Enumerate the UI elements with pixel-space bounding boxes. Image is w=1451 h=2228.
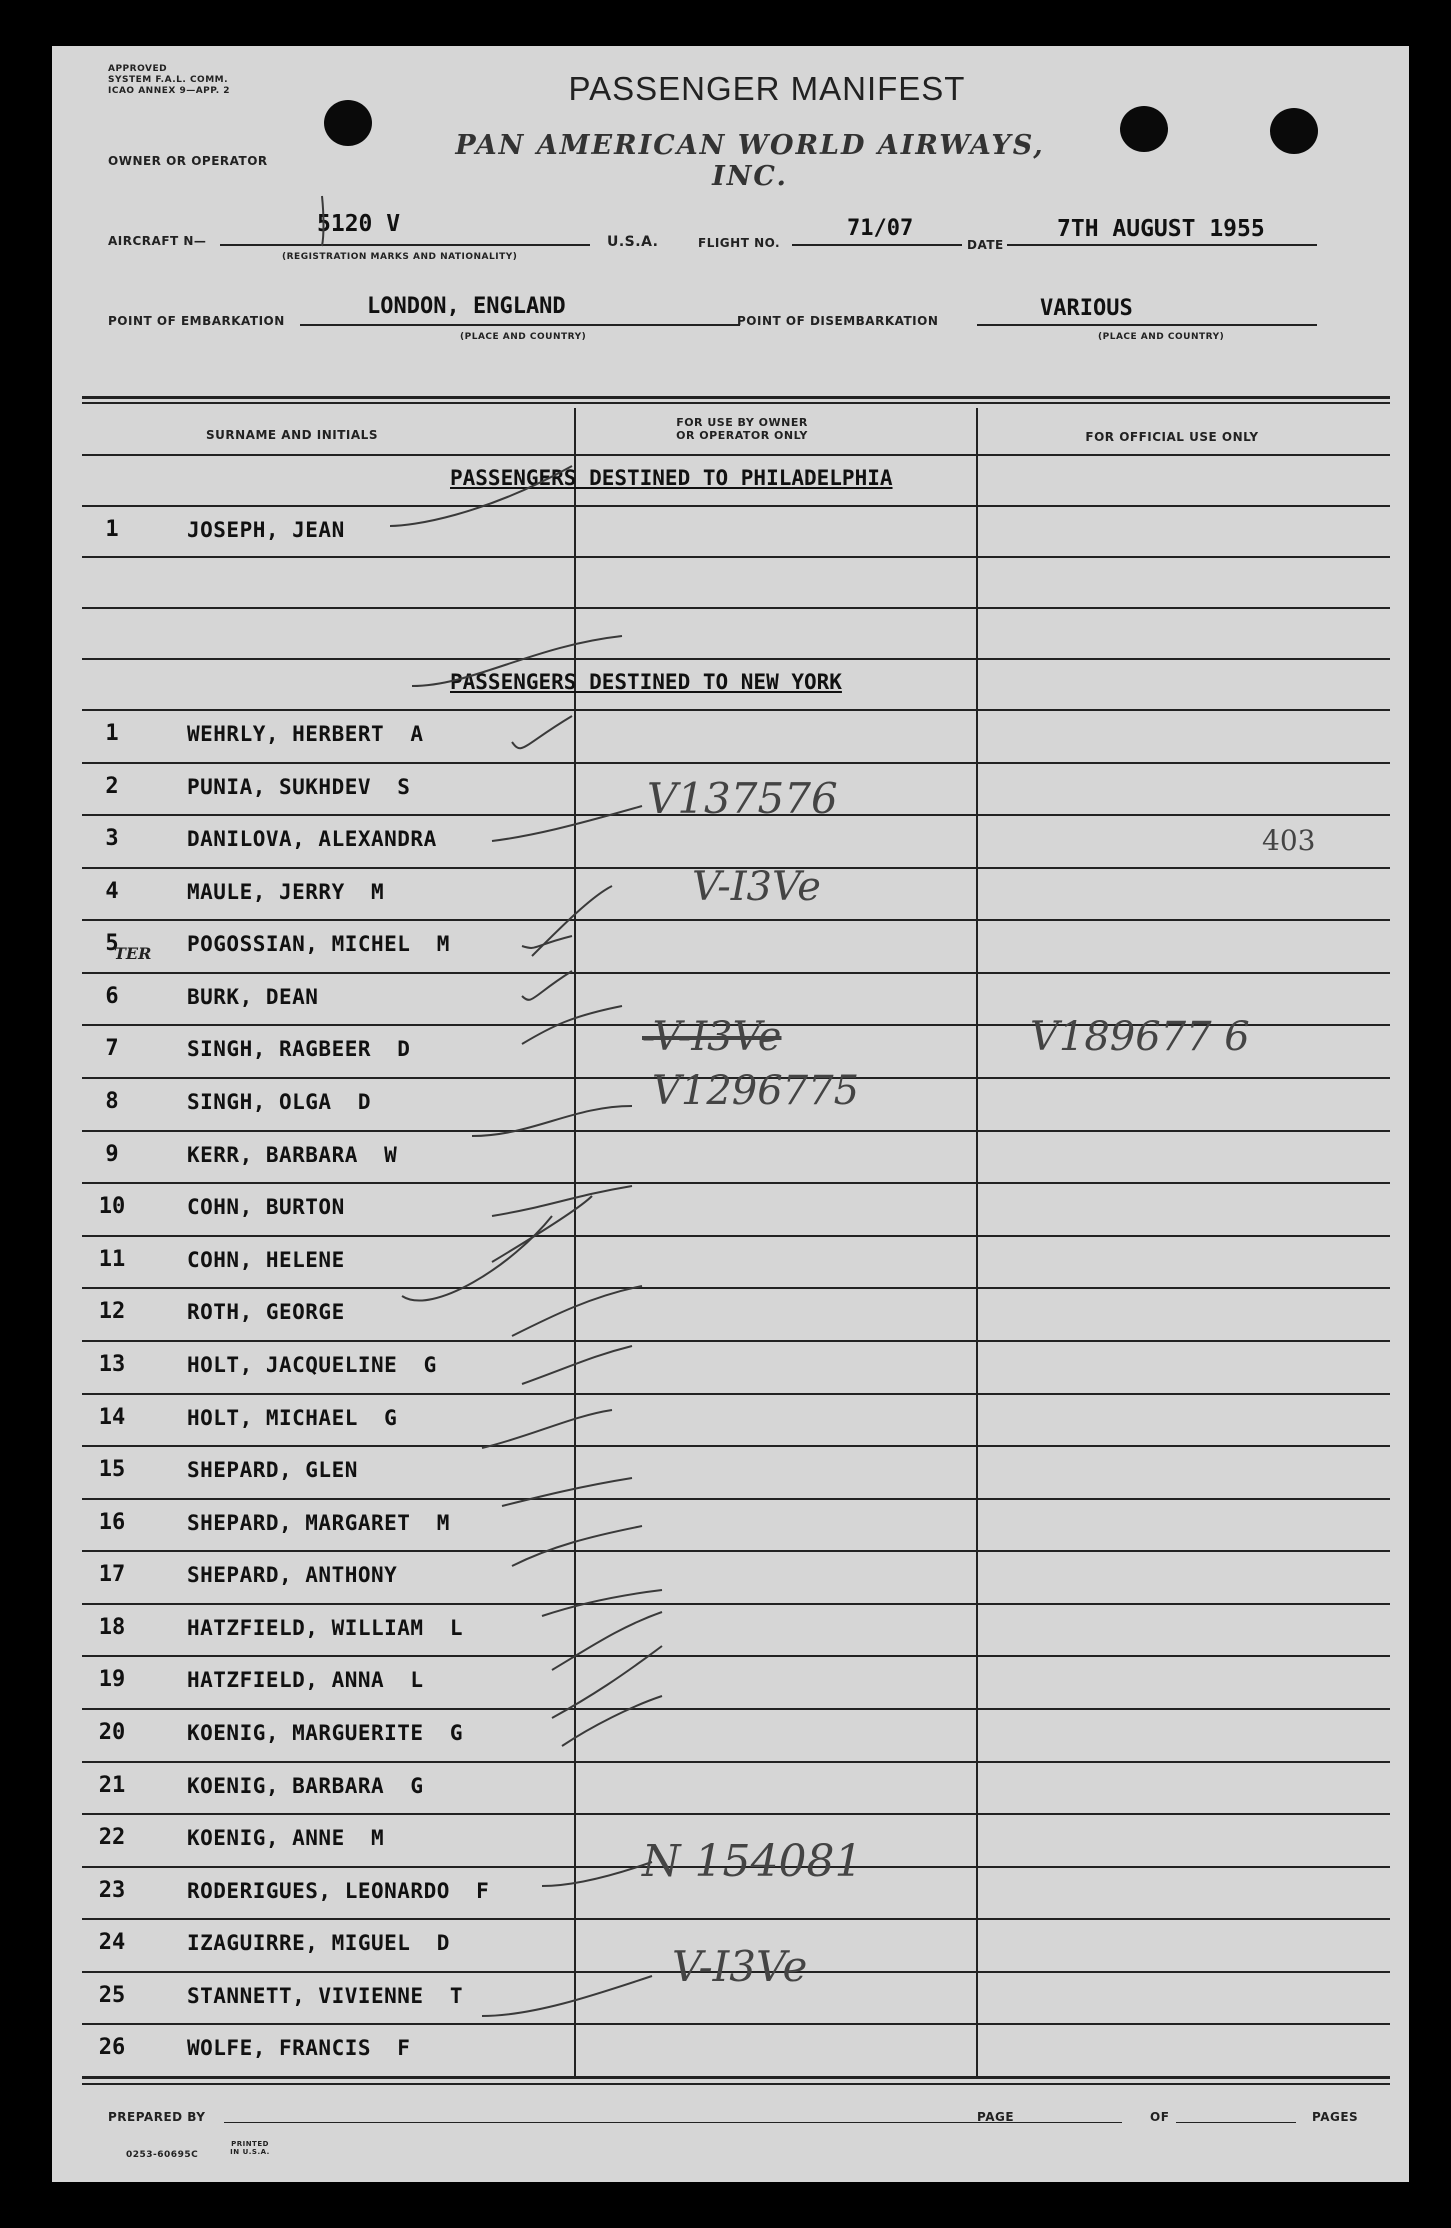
passenger-name: HATZFIELD, WILLIAM L — [187, 1616, 464, 1640]
aircraft-value: 5120 V — [317, 211, 401, 237]
passenger-number: 6 — [105, 984, 119, 1009]
passenger-number: 17 — [98, 1562, 126, 1587]
passenger-name: KERR, BARBARA W — [187, 1143, 398, 1167]
passenger-number: 21 — [98, 1773, 126, 1798]
handwritten-row7-owner: -V-I3Ve — [642, 1014, 782, 1060]
col-header-surname: SURNAME AND INITIALS — [206, 428, 378, 442]
print-mark: PRINTED IN U.S.A. — [230, 2140, 270, 2156]
manifest-sheet — [52, 46, 1409, 2182]
passenger-name: KOENIG, BARBARA G — [187, 1774, 424, 1798]
passenger-name: SHEPARD, MARGARET M — [187, 1511, 450, 1535]
passenger-name: RODERIGUES, LEONARDO F — [187, 1879, 490, 1903]
handwritten-row2-owner: V137576 — [647, 774, 838, 823]
passenger-name: IZAGUIRRE, MIGUEL D — [187, 1931, 450, 1955]
check-mark — [552, 1646, 662, 1718]
check-mark — [542, 1862, 652, 1886]
passenger-name: COHN, HELENE — [187, 1248, 345, 1272]
passenger-number: 3 — [105, 826, 119, 851]
check-mark — [502, 1478, 632, 1506]
handwritten-row3-official: 403 — [1262, 824, 1316, 857]
of-label: OF — [1150, 2110, 1170, 2124]
passenger-number: 4 — [105, 879, 119, 904]
flight-label: FLIGHT NO. — [698, 236, 781, 250]
passenger-name: HOLT, JACQUELINE G — [187, 1353, 437, 1377]
passenger-name: DANILOVA, ALEXANDRA — [187, 827, 437, 851]
approval-line-3: ICAO ANNEX 9—APP. 2 — [108, 86, 231, 96]
passenger-number: 2 — [105, 774, 119, 799]
pages-label: PAGES — [1312, 2110, 1359, 2124]
passenger-name: SINGH, RAGBEER D — [187, 1037, 411, 1061]
passenger-number: 14 — [98, 1405, 126, 1430]
col-header-owner-1: FOR USE BY OWNER — [676, 416, 808, 429]
passenger-number: 5 — [105, 931, 119, 956]
check-mark — [472, 1106, 632, 1136]
check-mark — [552, 1612, 662, 1670]
passenger-name: COHN, BURTON — [187, 1195, 345, 1219]
disembarkation-caption: (PLACE AND COUNTRY) — [1098, 332, 1225, 342]
passenger-name: MAULE, JERRY M — [187, 880, 385, 904]
approval-line-2: SYSTEM F.A.L. COMM. — [108, 75, 229, 85]
handwritten-row5-prefix: TER — [114, 944, 152, 963]
check-mark — [512, 1526, 642, 1566]
owner-label: OWNER OR OPERATOR — [108, 154, 268, 168]
passenger-number: 18 — [98, 1615, 126, 1640]
check-mark — [482, 1410, 612, 1448]
check-mark — [390, 466, 572, 526]
prepared-underline — [224, 2122, 1024, 2123]
section-philadelphia-title: PASSENGERS DESTINED TO PHILADELPHIA — [450, 466, 893, 490]
passenger-name: HATZFIELD, ANNA L — [187, 1668, 424, 1692]
check-mark — [522, 971, 572, 1000]
check-mark — [492, 1186, 632, 1216]
usa-label: U.S.A. — [607, 234, 659, 250]
passenger-name: BURK, DEAN — [187, 985, 319, 1009]
page-underline — [1022, 2122, 1122, 2123]
date-label: DATE — [967, 238, 1004, 252]
check-mark — [322, 196, 324, 246]
check-mark — [492, 806, 642, 841]
handwritten-row7-official: V189677 6 — [1030, 1014, 1250, 1060]
handwritten-row23-owner: N 154081 — [642, 1836, 863, 1887]
passenger-number: 19 — [98, 1667, 126, 1692]
date-value: 7TH AUGUST 1955 — [1057, 216, 1265, 242]
passenger-number: 8 — [105, 1089, 119, 1114]
disembarkation-value: VARIOUS — [1040, 296, 1133, 321]
passenger-number: 16 — [98, 1510, 126, 1535]
passenger-name: SHEPARD, ANTHONY — [187, 1563, 398, 1587]
embarkation-label: POINT OF EMBARKATION — [108, 314, 285, 328]
registration-caption: (REGISTRATION MARKS AND NATIONALITY) — [282, 252, 518, 262]
passenger-name: STANNETT, VIVIENNE T — [187, 1984, 464, 2008]
col-header-owner-2: OR OPERATOR ONLY — [676, 429, 808, 442]
passenger-number: 12 — [98, 1299, 126, 1324]
check-mark — [482, 1976, 652, 2016]
passenger-name: POGOSSIAN, MICHEL M — [187, 932, 450, 956]
disembarkation-label: POINT OF DISEMBARKATION — [737, 314, 939, 328]
passenger-name: SHEPARD, GLEN — [187, 1458, 358, 1482]
page-label: PAGE — [977, 2110, 1015, 2124]
check-mark — [402, 1216, 552, 1301]
check-mark — [412, 636, 622, 686]
check-mark — [542, 1590, 662, 1616]
passenger-number: 1 — [105, 721, 119, 746]
passenger-name: PUNIA, SUKHDEV S — [187, 775, 411, 799]
check-mark — [512, 1286, 642, 1336]
prepared-label: PREPARED BY — [108, 2110, 206, 2124]
form-title: PASSENGER MANIFEST — [568, 70, 966, 107]
passenger-number: 22 — [98, 1825, 126, 1850]
approval-line-1: APPROVED — [108, 64, 168, 74]
passenger-number: 7 — [105, 1036, 119, 1061]
passenger-number: 26 — [98, 2035, 126, 2060]
passenger-number: 9 — [105, 1142, 119, 1167]
passenger-name: WEHRLY, HERBERT A — [187, 722, 424, 746]
embarkation-caption: (PLACE AND COUNTRY) — [460, 332, 587, 342]
passenger-name: KOENIG, ANNE M — [187, 1826, 385, 1850]
passenger-number: 1 — [105, 517, 119, 542]
flight-value: 71/07 — [847, 216, 914, 241]
passenger-name: HOLT, MICHAEL G — [187, 1406, 398, 1430]
passenger-number: 25 — [98, 1983, 126, 2008]
passenger-number: 23 — [98, 1878, 126, 1903]
embarkation-value: LONDON, ENGLAND — [367, 294, 566, 319]
operator-name: PAN AMERICAN WORLD AIRWAYS, INC. — [455, 130, 1045, 192]
passenger-name: ROTH, GEORGE — [187, 1300, 345, 1324]
handwritten-row8-owner: V1296775 — [652, 1068, 860, 1114]
passenger-name: WOLFE, FRANCIS F — [187, 2036, 411, 2060]
check-mark — [522, 1006, 622, 1044]
passenger-name: KOENIG, MARGUERITE G — [187, 1721, 464, 1745]
passenger-number: 11 — [98, 1247, 126, 1272]
section-new-york-title: PASSENGERS DESTINED TO NEW YORK — [450, 670, 842, 694]
aircraft-label: AIRCRAFT N— — [108, 234, 207, 248]
check-mark — [532, 886, 612, 956]
handwritten-row25-owner: V-I3Ve — [672, 1942, 808, 1991]
passenger-number: 15 — [98, 1457, 126, 1482]
check-mark — [512, 716, 572, 748]
col-header-official: FOR OFFICIAL USE ONLY — [1085, 430, 1259, 444]
passenger-number: 24 — [98, 1930, 126, 1955]
passenger-number: 20 — [98, 1720, 126, 1745]
passenger-name: JOSEPH, JEAN — [187, 518, 345, 542]
check-mark — [522, 1346, 632, 1384]
handwritten-row4-owner: V-I3Ve — [692, 864, 821, 910]
form-number: 0253-60695C — [126, 2150, 199, 2160]
of-underline — [1176, 2122, 1296, 2123]
passenger-number: 10 — [98, 1194, 126, 1219]
passenger-number: 13 — [98, 1352, 126, 1377]
passenger-name: SINGH, OLGA D — [187, 1090, 372, 1114]
